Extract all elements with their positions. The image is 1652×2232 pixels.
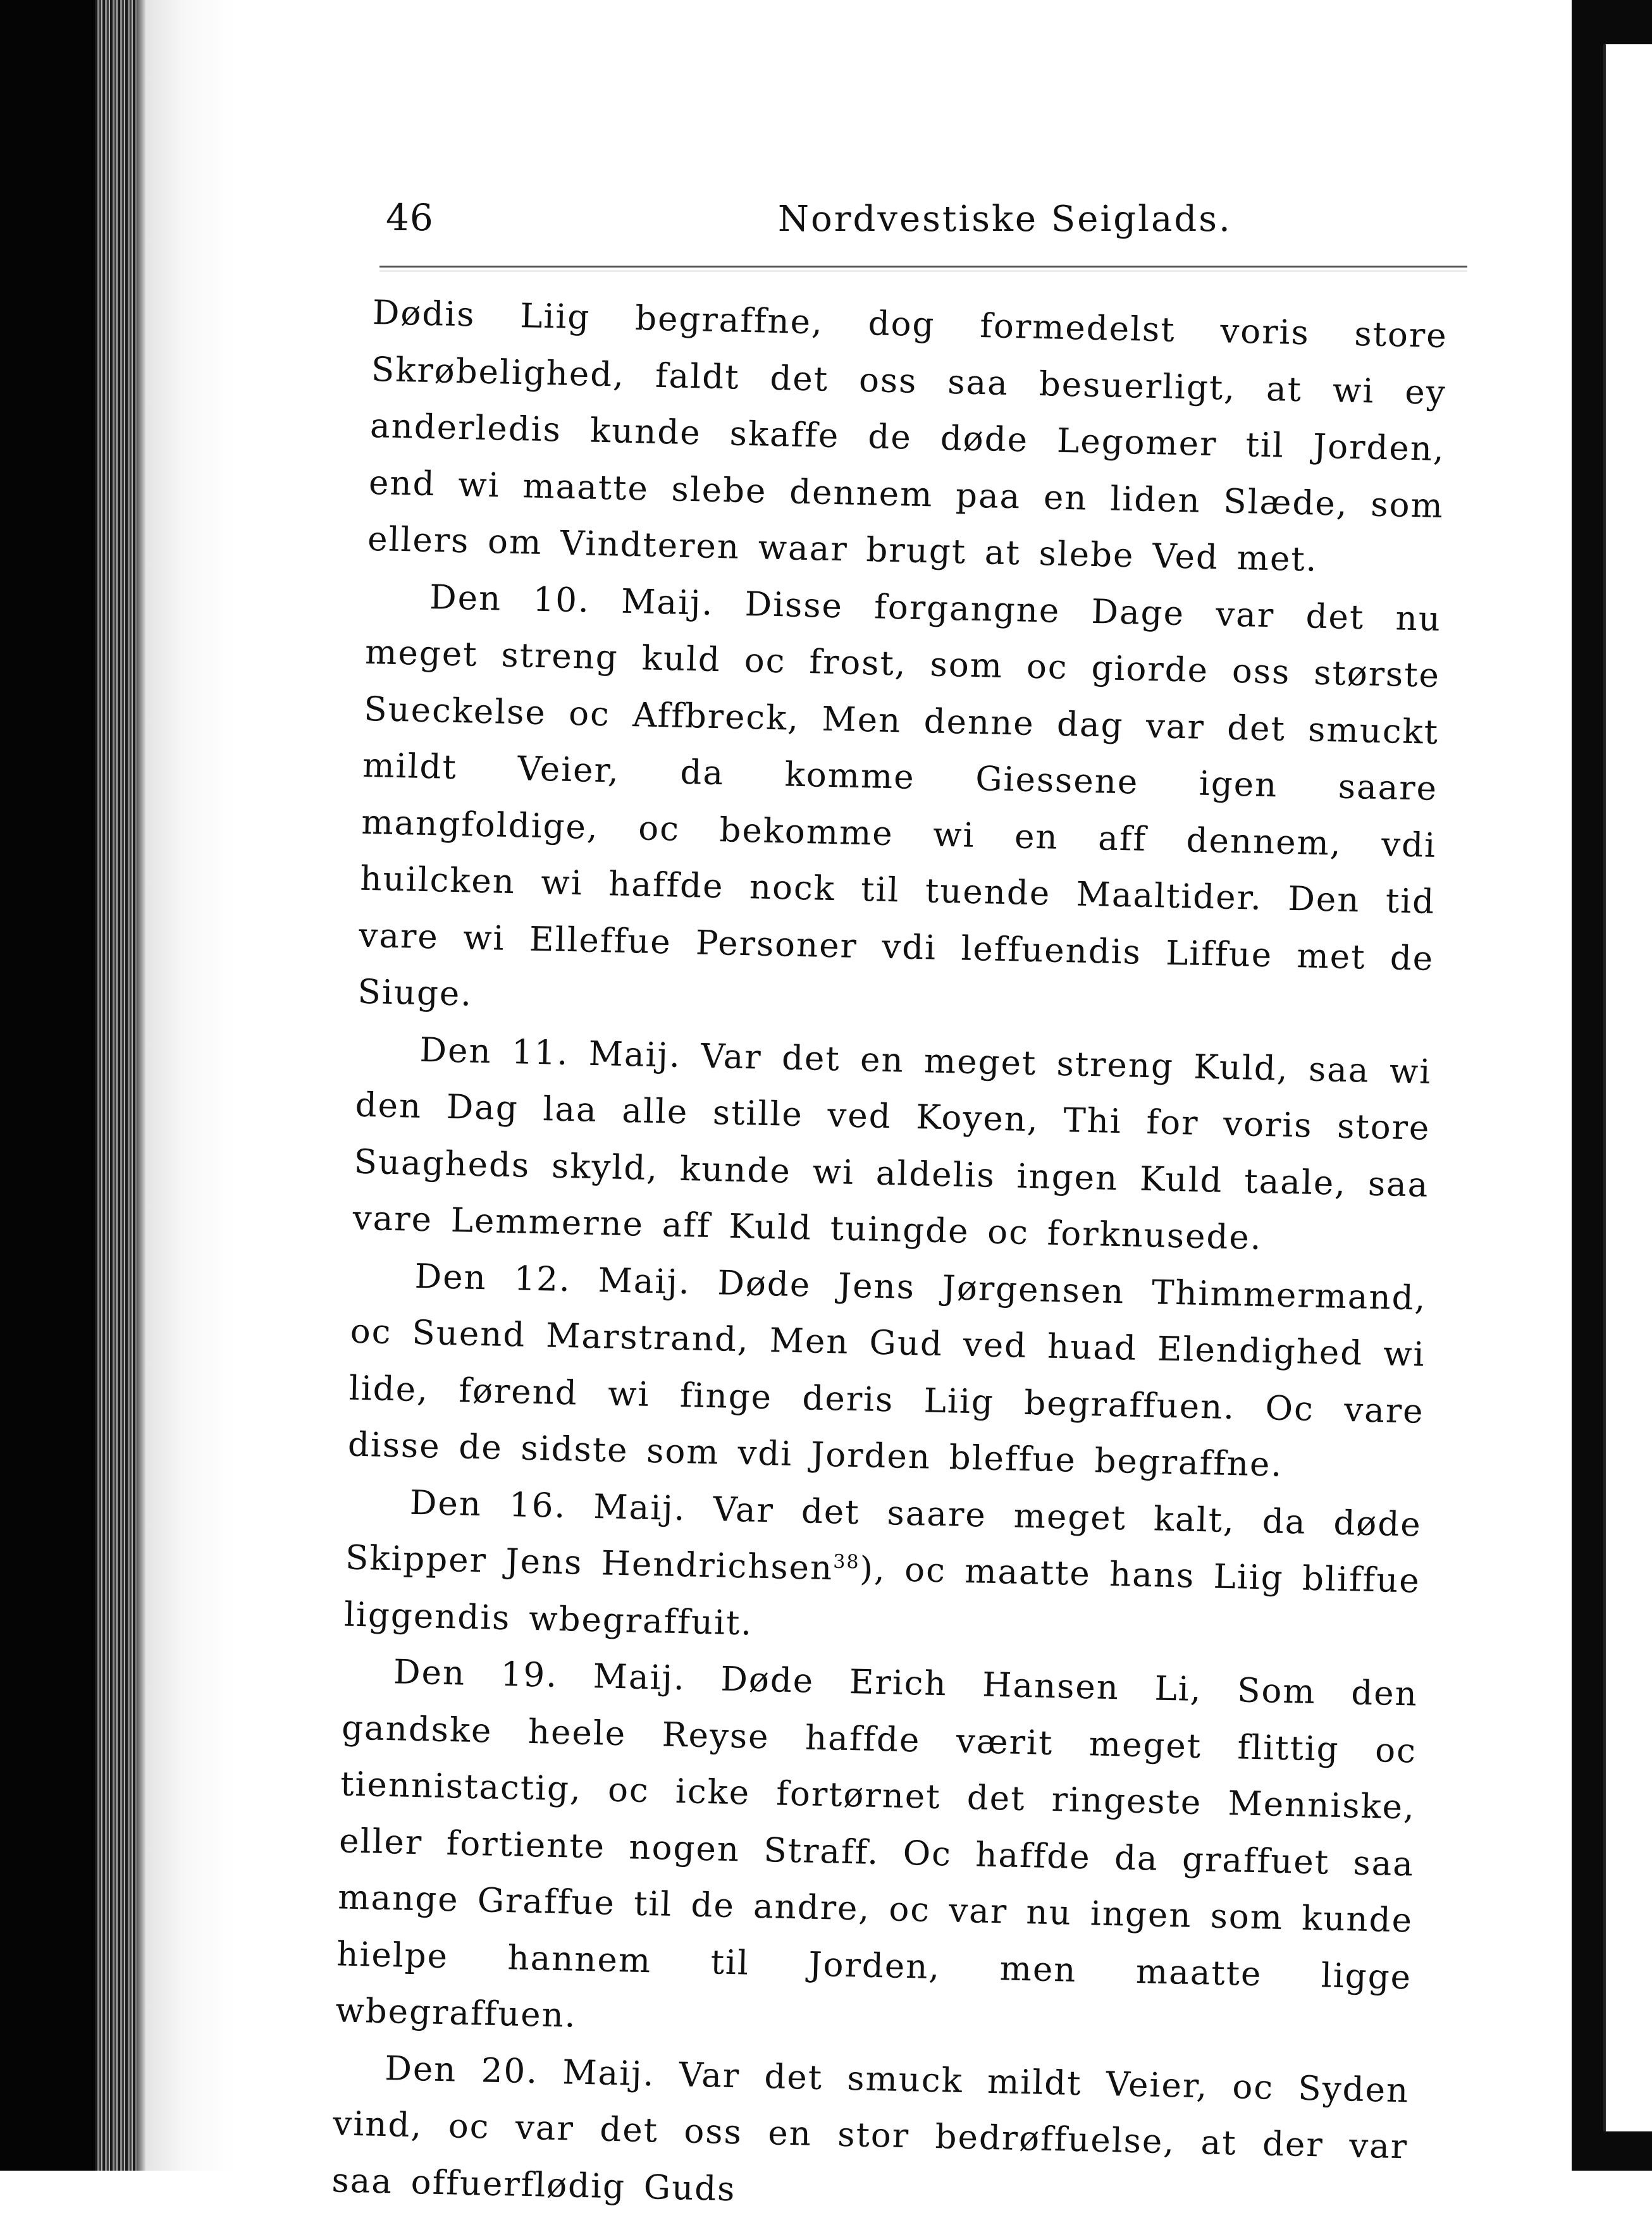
book-page-edges	[95, 0, 145, 2171]
paragraph-10-maij: Den 10. Maij. Disse forgangne Dage var det nu meget streng kuld oc frost, som oc giorde oss største Sueckelse oc Affbreck, Men denne dag var det smuckt mildt Veier, da komme Giessene igen saare mangfoldige, oc bekomme wi en aff dennem, vdi huilcken wi haffde nock til tuende Maaltider. Den tid vare wi Elleffue Personer vdi leffuendis Liffue met de Siuge.	[357, 577, 1442, 1014]
paragraph-1: Dødis Liig begraffne, dog formedelst voris store Skrøbelighed, faldt det oss saa besuerligt, at wi ey anderledis kunde skaffe de døde Legomer til Jorden, end wi maatte slebe dennem paa en liden Slæde, som ellers om Vindteren waar brugt at slebe Ved met.	[367, 293, 1448, 579]
paragraph-20-maij: Den 20. Maij. Var det smuck mildt Veier, oc Syden vind, oc var det oss en stor bedrøffuelse, at der var saa offuerflødig Guds	[331, 2049, 1410, 2209]
paragraph-16-maij-text-b: ), oc maatte hans Liig bliffue liggendis wbegraffuit.	[343, 1550, 1421, 1643]
header-rule	[379, 266, 1467, 268]
facing-page-edge	[1603, 44, 1652, 2131]
body-text	[331, 285, 1448, 2209]
running-title: Nordvestiske Seiglads.	[778, 199, 1232, 240]
footnote-marker: 38	[833, 1550, 860, 1574]
paragraph-16-maij-text-a: Den 16. Maij. Var det saare meget kalt, da døde Skipper Jens Hendrichsen	[345, 1483, 1422, 1588]
page-number: 46	[386, 196, 434, 239]
scanner-edge-left	[0, 0, 95, 2171]
paragraph-19-maij: Den 19. Maij. Døde Erich Hansen Li, Som den gandske heele Reyse haffde værit meget flittig oc tiennistactig, oc icke fortørnet det ringeste Menniske, eller fortiente nogen Straff. Oc haffde da graffuet saa mange Graffue til de andre, oc var nu ingen som kunde hielpe hannem til Jorden, men maatte ligge wbegraffuen.	[335, 1653, 1419, 2035]
page-header	[386, 190, 1461, 259]
paragraph-16-maij	[343, 1473, 1422, 1667]
paragraph-12-maij: Den 12. Maij. Døde Jens Jørgensen Thimmermand, oc Suend Marstrand, Men Gud ved huad Elendighed wi lide, førend wi finge deris Liig begraffuen. Oc vare disse de sidste som vdi Jorden bleffue begraffne.	[347, 1257, 1427, 1484]
paragraph-11-maij: Den 11. Maij. Var det en meget streng Kuld, saa wi den Dag laa alle stille ved Koyen, Thi for voris store Suagheds skyld, kunde wi aldelis ingen Kuld taale, saa vare Lemmerne aff Kuld tuingde oc forknusede.	[352, 1030, 1432, 1258]
